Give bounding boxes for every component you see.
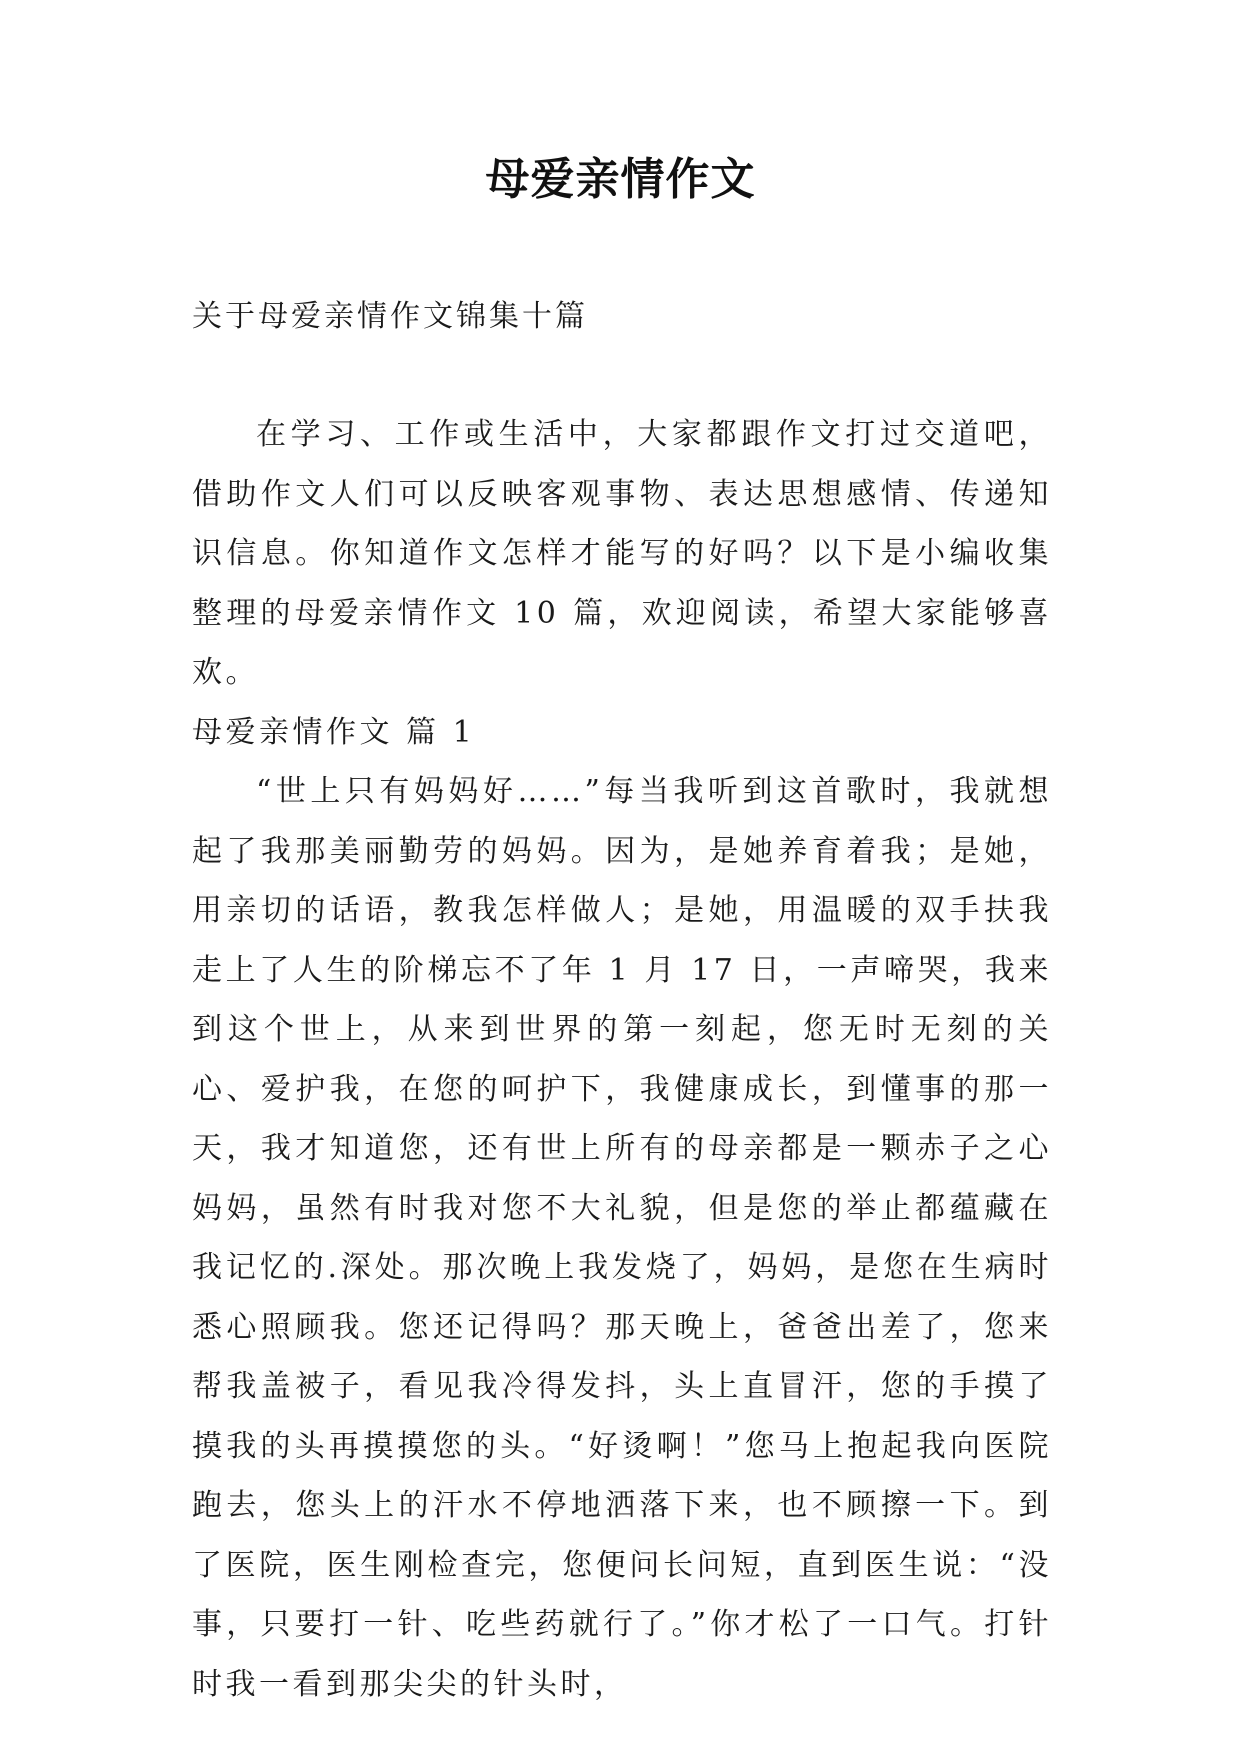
document-title: 母爱亲情作文 [485, 154, 756, 205]
document-subtitle: 关于母爱亲情作文锦集十篇 [192, 299, 588, 334]
document-body [192, 405, 1052, 1714]
section-paragraph: “世上只有妈妈好……”每当我听到这首歌时，我就想起了我那美丽勤劳的妈妈。因为，是她养育着我；是她，用亲切的话语，教我怎样做人；是她，用温暖的双手扶我走上了人生的阶梯忘不了年 1 月 17 日，一声啼哭，我来到这个世上，从来到世界的第一刻起，您无时无刻的关心、爱护我，在您的呵护下，我健康成长，到懂事的那一天，我才知道您，还有世上所有的母亲都是一颗赤子之心妈妈，虽然有时我对您不大礼貌，但是您的举止都蕴藏在我记忆的.深处。那次晚上我发烧了，妈妈，是您在生病时悉心照顾我。您还记得吗？那天晚上，爸爸出差了，您来帮我盖被子，看见我冷得发抖，头上直冒汗，您的手摸了摸我的头再摸摸您的头。“好烫啊！”您马上抱起我向医院跑去，您头上的汗水不停地洒落下来，也不顾擦一下。到了医院，医生刚检查完，您便问长问短，直到医生说：“没事，只要打一针、吃些药就行了。”你才松了一口气。打针时我一看到那尖尖的针头时， [192, 774, 1052, 1702]
intro-paragraph: 在学习、工作或生活中，大家都跟作文打过交道吧，借助作文人们可以反映客观事物、表达思想感情、传递知识信息。你知道作文怎样才能写的好吗？以下是小编收集整理的母爱亲情作文 10 篇，欢迎阅读，希望大家能够喜欢。 [192, 417, 1052, 690]
section-heading: 母爱亲情作文 篇 1 [192, 714, 476, 750]
